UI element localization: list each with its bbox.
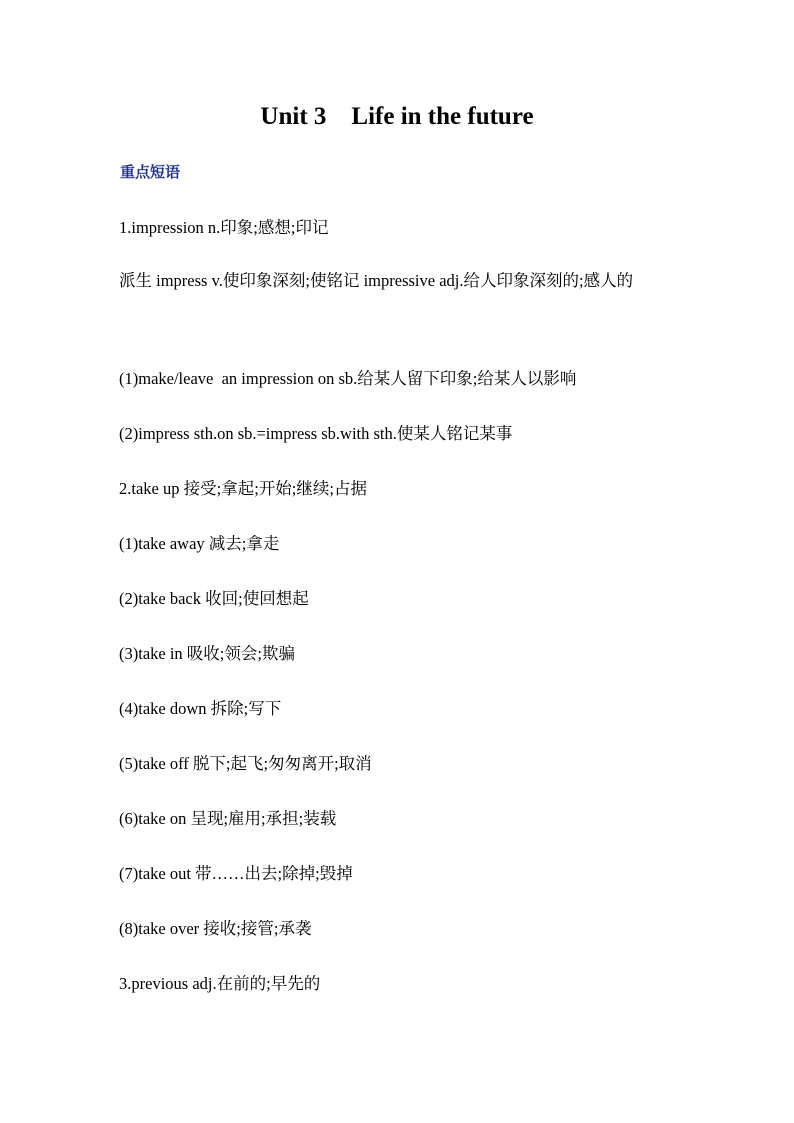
entry-2-7: (7)take out 带……出去;除掉;毁掉 — [119, 864, 353, 883]
entry-1-2: (2)impress sth.on sb.=impress sb.with sth.使某人铭记某事 — [119, 424, 513, 443]
entry-2: 2.take up 接受;拿起;开始;继续;占据 — [119, 479, 367, 498]
entry-2-4: (4)take down 拆除;写下 — [119, 699, 282, 718]
entry-2-2: (2)take back 收回;使回想起 — [119, 589, 309, 608]
entry-2-6: (6)take on 呈现;雇用;承担;装载 — [119, 809, 337, 828]
entry-2-5: (5)take off 脱下;起飞;匆匆离开;取消 — [119, 754, 372, 773]
entry-3: 3.previous adj.在前的;早先的 — [119, 974, 321, 993]
entry-2-8: (8)take over 接收;接管;承袭 — [119, 919, 312, 938]
entry-2-1: (1)take away 减去;拿走 — [119, 534, 280, 553]
section-heading: 重点短语 — [120, 163, 181, 181]
entry-derivatives: 派生 impress v.使印象深刻;使铭记 impressive adj.给人印象深刻的;感人的 — [119, 271, 634, 290]
entry-2-3: (3)take in 吸收;领会;欺骗 — [119, 644, 295, 663]
entry-1: 1.impression n.印象;感想;印记 — [119, 218, 329, 237]
document-title: Unit 3 Life in the future — [260, 103, 534, 130]
entry-1-1: (1)make/leave an impression on sb.给某人留下印象;给某人以影响 — [119, 369, 577, 388]
